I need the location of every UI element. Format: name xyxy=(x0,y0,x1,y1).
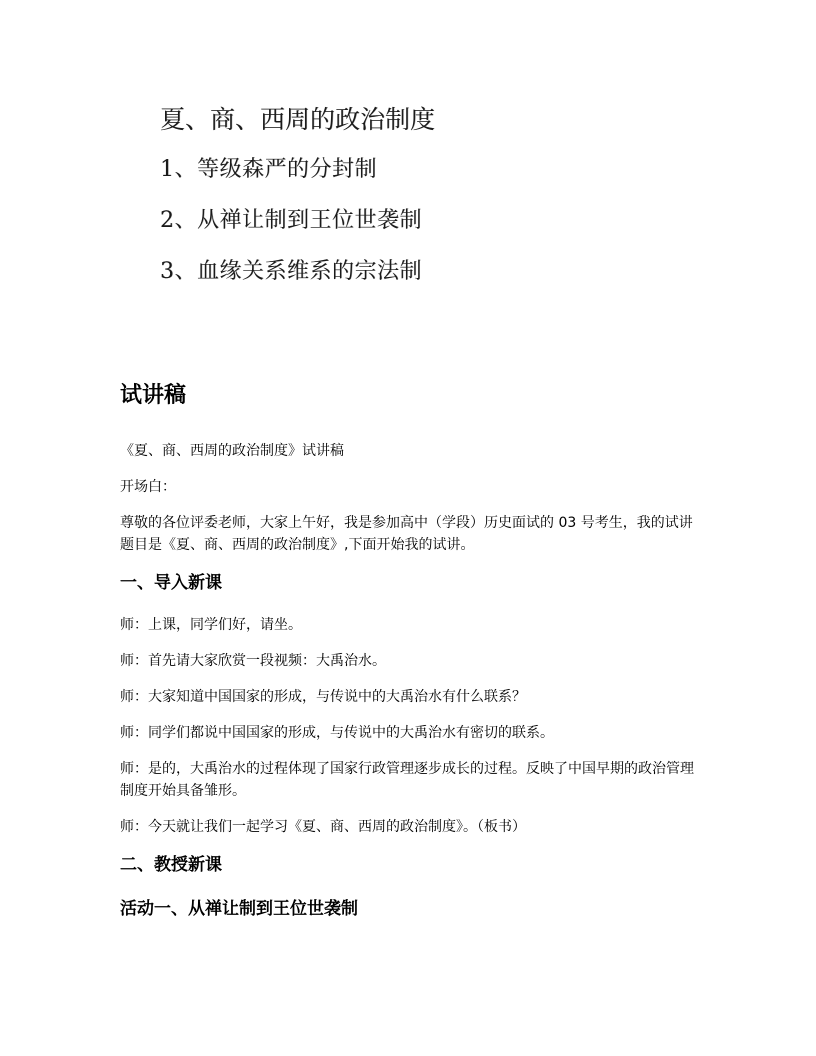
board-item-1 xyxy=(160,153,580,187)
board-item-number: 3 xyxy=(160,259,175,284)
blackboard-outline xyxy=(160,100,580,306)
dialogue-line: 师：是的，大禹治水的过程体现了国家行政管理逐步成长的过程。反映了中国早期的政治管理制度开始具备雏形。 xyxy=(120,761,694,799)
section-title-teaching: 二、教授新课 xyxy=(120,855,222,875)
document-body xyxy=(120,376,700,922)
document-subtitle: 《夏、商、西周的政治制度》试讲稿 xyxy=(120,443,344,459)
board-item-text: 、从禅让制到王位世袭制 xyxy=(174,208,423,233)
opening-text: 尊敬的各位评委老师，大家上午好，我是参加高中（学段）历史面试的 03 号考生，我的试讲题目是《夏、商、西周的政治制度》,下面开始我的试讲。 xyxy=(120,515,693,553)
dialogue-line: 师：上课，同学们好，请坐。 xyxy=(120,617,302,633)
board-item-number: 2 xyxy=(160,208,175,233)
document-title: 试讲稿 xyxy=(120,383,187,408)
opening-label: 开场白： xyxy=(120,479,176,495)
board-item-number: 1 xyxy=(160,157,175,182)
section-title-intro: 一、导入新课 xyxy=(120,573,222,593)
activity-title: 活动一、从禅让制到王位世袭制 xyxy=(120,899,358,919)
board-item-2 xyxy=(160,204,580,238)
board-item-text: 、血缘关系维系的宗法制 xyxy=(174,259,423,284)
dialogue-line: 师：同学们都说中国国家的形成，与传说中的大禹治水有密切的联系。 xyxy=(120,725,554,741)
board-item-text: 、等级森严的分封制 xyxy=(174,157,378,182)
dialogue-line: 师：首先请大家欣赏一段视频：大禹治水。 xyxy=(120,653,386,669)
dialogue-line: 师：今天就让我们一起学习《夏、商、西周的政治制度》。（板书） xyxy=(120,819,526,835)
board-item-3 xyxy=(160,255,580,289)
dialogue-line: 师：大家知道中国国家的形成，与传说中的大禹治水有什么联系？ xyxy=(120,689,526,705)
board-title: 夏、商、西周的政治制度 xyxy=(160,105,436,134)
